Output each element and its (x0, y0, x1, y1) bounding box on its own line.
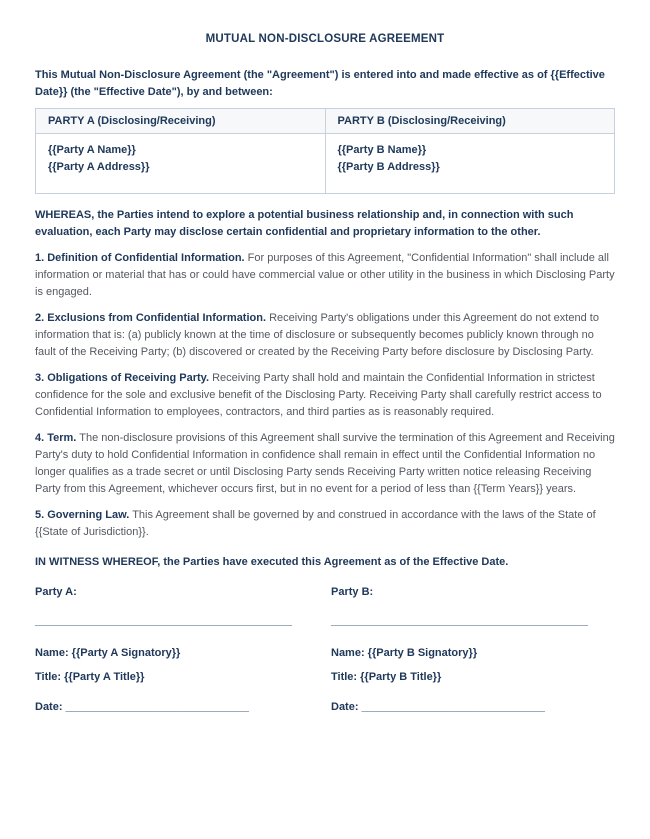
section-1-body: For purposes of this Agreement, "Confidential Information" shall include all information or material that has or could have commercial value or other utility in the business in which Disclosing Party is engaged. (35, 252, 615, 298)
party-b-date-line: ______________________________ (361, 701, 546, 713)
party-b-signatory-title: Title: {{Party B Title}} (331, 671, 442, 683)
party-a-signature-label: Party A: (35, 586, 77, 598)
party-a-signature-line: __________________________________________ (35, 615, 292, 627)
party-b-date-row (331, 699, 593, 716)
section-5-body: This Agreement shall be governed by and construed in accordance with the laws of the State of {{State of Jurisdiction}}. (35, 509, 596, 538)
section-definition (35, 250, 615, 301)
section-governing-law (35, 507, 615, 541)
section-4-body: The non-disclosure provisions of this Agreement shall survive the termination of this Agreement and Receiving Party's duty to hold Confidential Information in confidence shall remain in effect until the Confidential Information no longer qualifies as a trade secret or until Disclosing Party sends Receiving Party written notice releasing Receiving Party from this Agreement, whichever occurs first, but in no event for a period of less than {{Term Years}} years. (35, 432, 615, 495)
section-4-heading: 4. Term. (35, 432, 77, 444)
party-b-cell (325, 134, 615, 194)
section-term (35, 430, 615, 498)
party-a-signatory-name: Name: {{Party A Signatory}} (35, 647, 181, 659)
party-b-date-label: Date: (331, 701, 359, 713)
witness-clause: IN WITNESS WHEREOF, the Parties have executed this Agreement as of the Effective Date. (35, 556, 509, 568)
party-b-signature-line: __________________________________________ (331, 615, 588, 627)
party-a-date-line: ______________________________ (65, 701, 250, 713)
party-b-address-placeholder: {{Party B Address}} (337, 161, 440, 173)
document-title: MUTUAL NON-DISCLOSURE AGREEMENT (205, 33, 445, 45)
party-a-signatory-title: Title: {{Party A Title}} (35, 671, 145, 683)
party-a-date-label: Date: (35, 701, 63, 713)
section-obligations (35, 370, 615, 421)
party-a-name-placeholder: {{Party A Name}} (48, 144, 136, 156)
whereas-clause: WHEREAS, the Parties intend to explore a potential business relationship and, in connection with such evaluation, each Party may disclose certain confidential and proprietary information to the other. (35, 209, 574, 238)
section-2-heading: 2. Exclusions from Confidential Information. (35, 312, 267, 324)
signature-blocks (35, 584, 615, 716)
section-2-body: Receiving Party's obligations under this Agreement do not extend to information that is: (a) publicly known at the time of disclosure or subsequently becomes publicly known through no fault of the Receiving Party; (b) discovered or created by the Receiving Party before disclosure by Disclosing Party. (35, 312, 599, 358)
party-b-signatory-name: Name: {{Party B Signatory}} (331, 647, 478, 659)
section-exclusions (35, 310, 615, 361)
intro-paragraph: This Mutual Non-Disclosure Agreement (the "Agreement") is entered into and made effective as of {{Effective Date}} (the "Effective Date"), by and between: (35, 69, 605, 98)
section-5-heading: 5. Governing Law. (35, 509, 130, 521)
party-b-signature-label: Party B: (331, 586, 374, 598)
party-b-signature-block (331, 584, 593, 716)
party-a-address-placeholder: {{Party A Address}} (48, 161, 150, 173)
section-3-body: Receiving Party shall hold and maintain the Confidential Information in strictest confidence for the sole and exclusive benefit of the Disclosing Party. Receiving Party shall carefully restrict access to Confidential Information to employees, contractors, and third parties as is reasonably required. (35, 372, 602, 418)
parties-table-body-row (36, 134, 615, 194)
party-a-signature-block (35, 584, 297, 716)
party-a-date-row (35, 699, 297, 716)
section-1-heading: 1. Definition of Confidential Information. (35, 252, 245, 264)
parties-table (35, 108, 615, 194)
party-b-header-cell: PARTY B (Disclosing/Receiving) (325, 109, 615, 134)
section-3-heading: 3. Obligations of Receiving Party. (35, 372, 210, 384)
parties-table-header-row (36, 109, 615, 134)
party-a-header-cell: PARTY A (Disclosing/Receiving) (36, 109, 326, 134)
party-b-name-placeholder: {{Party B Name}} (337, 144, 427, 156)
party-a-cell (36, 134, 326, 194)
